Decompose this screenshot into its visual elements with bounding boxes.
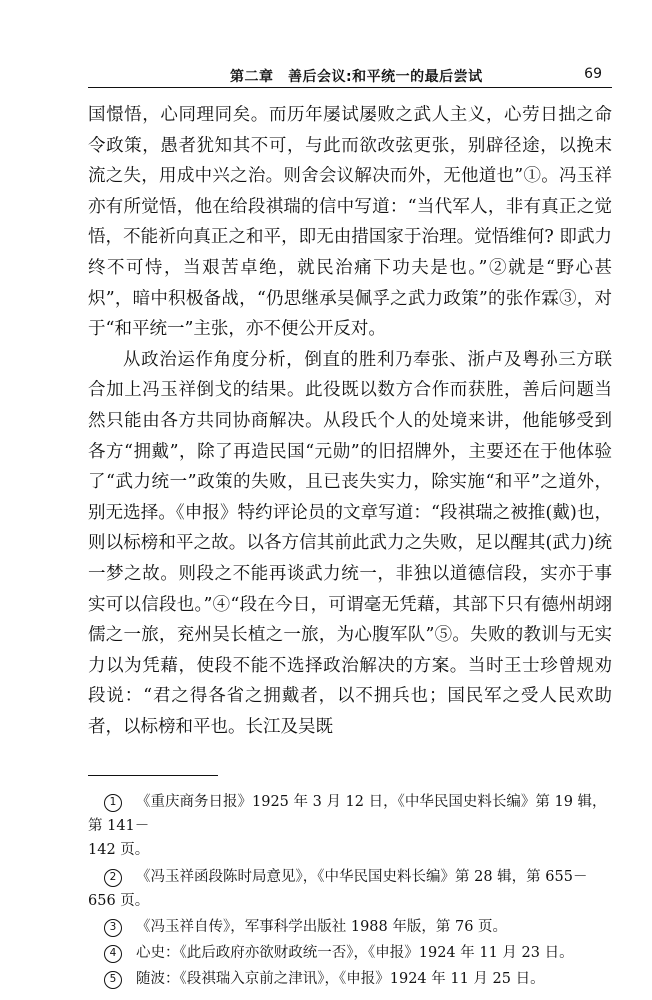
footnote-rule xyxy=(88,775,218,776)
footnote-4 xyxy=(88,941,612,965)
footnotes xyxy=(88,790,612,994)
main-text xyxy=(88,100,612,742)
footnote-text: 心史：《此后政府亦欲财政统一否》，《申报》1924 年 11 月 23 日。 xyxy=(136,945,574,962)
footnote-marker: 5 xyxy=(104,971,122,989)
text-line: 上冯玉祥倒戈的结果。此役既以数方合作而获胜，善后问题当然只能 xyxy=(88,380,613,431)
text-line: 由各方共同协商解决。从段氏个人的处境来讲，他能够受到各方“拥 xyxy=(88,410,613,462)
footnote-text: 《冯玉祥函段陈时局意见》，《中华民国史料长编》第 28 辑，第 655－656 页。 xyxy=(88,868,588,909)
text-line: 一”政策的失败，且已丧失实力，除实施“和平”之道外，别无选择。《申 xyxy=(88,472,613,523)
footnote-marker: 2 xyxy=(104,869,122,887)
footnote-text: 《冯玉祥自传》，军事科学出版社 1988 年版，第 76 页。 xyxy=(136,919,508,936)
text-line: 策，愚者犹知其不可，与此而欲改弦更张，别辟径途，以挽末流之失，用 xyxy=(88,135,613,187)
text-line: 绝，就民治痛下功夫是也。”②就是“野心甚炽”，暗中积极备战，“仍思继 xyxy=(88,257,612,309)
text-line: 承吴佩孚之武力政策”的张作霖③，对于“和平统一”主张，亦不便公开 xyxy=(88,288,612,340)
text-line: 选择政治解决的方案。当时王士珍曾规劝段说：“君之得各省之拥戴 xyxy=(88,655,613,707)
text-line: 者，以不拥兵也；国民军之受人民欢助者，以标榜和平也。长江及吴既 xyxy=(88,686,612,737)
text-line: 反对。 xyxy=(333,319,386,340)
text-line: 故。以各方信其前此武力之失败，足以醒其(武力)统一梦之故。则段 xyxy=(88,533,613,584)
paragraph-1 xyxy=(88,100,612,345)
page-number: 69 xyxy=(584,66,602,82)
header-rule xyxy=(88,87,612,88)
footnote-5 xyxy=(88,967,612,991)
footnote-marker: 4 xyxy=(104,945,122,963)
text-line: 国憬悟，心同理同矣。而历年屡试屡败之武人主义，心劳日拙之命令政 xyxy=(88,105,612,156)
running-header xyxy=(88,64,612,88)
footnote-text: 随波：《段祺瑞入京前之津讯》，《申报》1924 年 11 月 25 日。 xyxy=(136,971,545,988)
footnote-marker: 3 xyxy=(104,919,122,937)
text-line: 之和平，即无由措国家于治理。觉悟维何? 即武力终不可恃，当艰苦卓 xyxy=(88,227,613,278)
chapter-title: 第二章 善后会议:和平统一的最后尝试 xyxy=(230,69,483,85)
footnote-text: 《重庆商务日报》1925 年 3 月 12 日，《中华民国史料长编》第 19 辑，第 141－ xyxy=(88,794,607,835)
footnote-1 xyxy=(88,790,612,863)
footnote-3 xyxy=(88,915,612,939)
footnote-text-continued: 142 页。 xyxy=(88,842,150,859)
text-line: 之一旅，为心腹军队”⑤。失败的教训与无实力以为凭藉，使段不能不 xyxy=(88,625,612,676)
text-line: 之不能再谈武力统一，非独以道德信段，实亦于事实可以信段也。”④ xyxy=(88,563,612,615)
paragraph-2 xyxy=(88,345,612,743)
text-line: 成中兴之治。则舍会议解决而外，无他道也”①。冯玉祥亦有所觉悟， xyxy=(88,166,613,217)
text-line: 从政治运作角度分析，倒直的胜利乃奉张、浙卢及粤孙三方联合加 xyxy=(88,349,612,401)
text-line: 他在给段祺瑞的信中写道：“当代军人，非有真正之觉悟，不能祈向真正 xyxy=(88,196,612,248)
text-line: 戴”，除了再造民国“元勋”的旧招牌外，主要还在于他体验了“武力统 xyxy=(88,441,612,493)
footnote-2 xyxy=(88,865,612,913)
text-line: 报》特约评论员的文章写道：“段祺瑞之被推(戴)也，则以标榜和平之 xyxy=(88,502,613,554)
text-line: “段在今日，可谓毫无凭藉，其部下只有德州胡翊儒之一旅，兖州吴长植 xyxy=(88,594,612,646)
footnote-marker: 1 xyxy=(104,794,122,812)
